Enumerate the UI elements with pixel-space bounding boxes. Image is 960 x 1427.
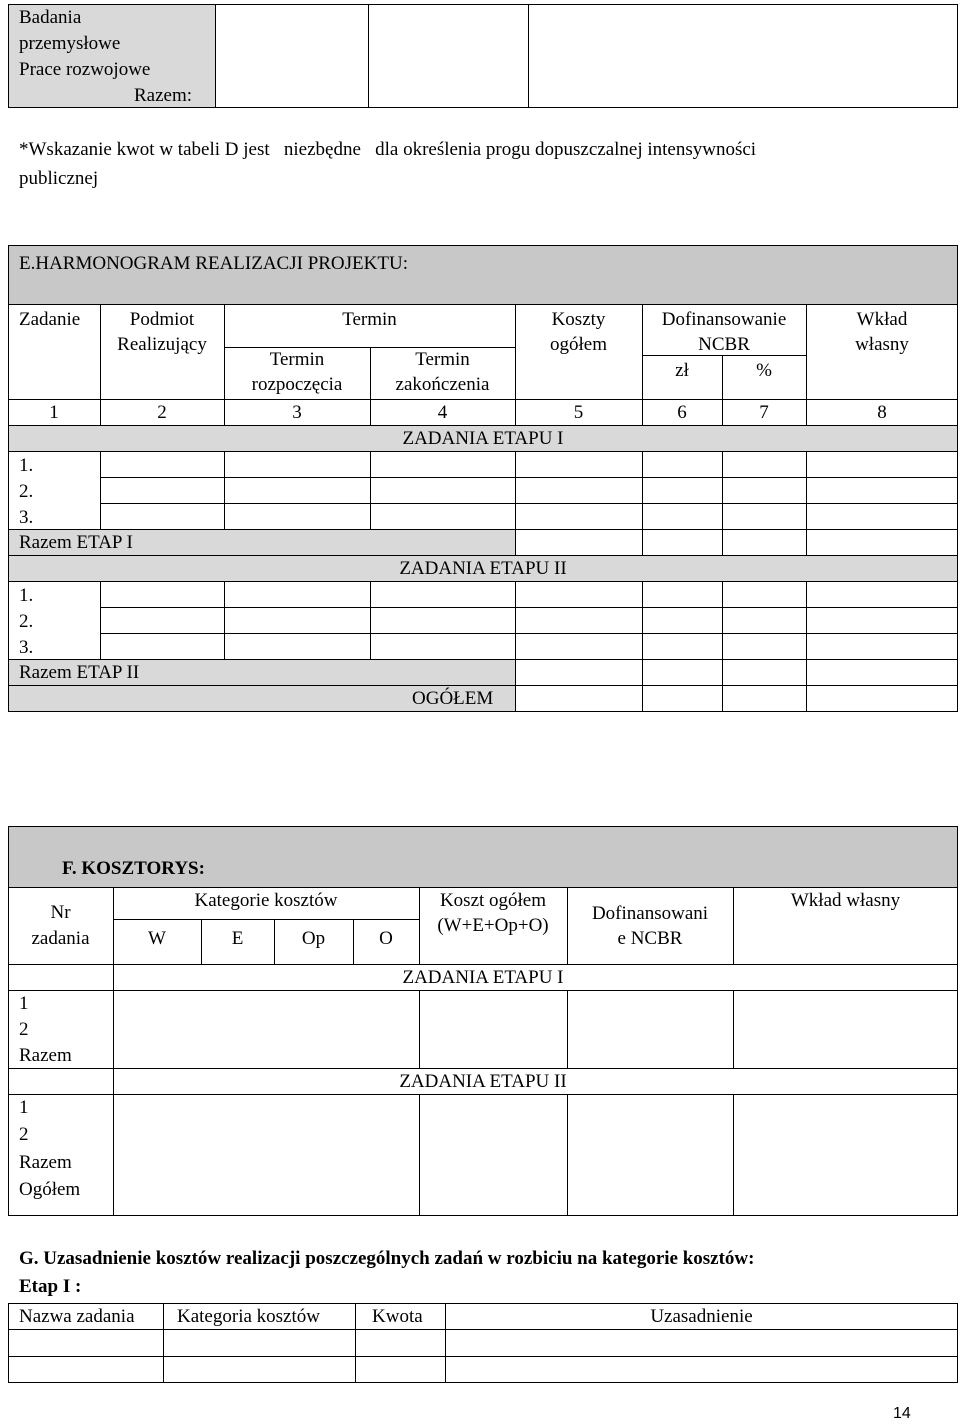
divider xyxy=(642,581,643,660)
divider xyxy=(100,503,958,504)
divider xyxy=(8,1329,958,1330)
divider xyxy=(100,633,958,634)
divider xyxy=(567,990,568,1068)
header-podmiot: Podmiot xyxy=(129,309,195,330)
stage-total: Razem ETAP I xyxy=(19,532,133,553)
grand-total: Ogółem xyxy=(19,1179,81,1200)
divider xyxy=(113,919,419,920)
task-number: 1. xyxy=(19,585,34,606)
task-number: 2 xyxy=(19,1019,29,1040)
header-dofinansowanie: e NCBR xyxy=(617,928,683,949)
divider xyxy=(515,581,516,660)
stage-total: Razem ETAP II xyxy=(19,662,140,683)
header-nr: zadania xyxy=(31,928,90,949)
divider xyxy=(722,451,723,530)
header-w: W xyxy=(148,928,166,949)
header-zadanie: Zadanie xyxy=(19,309,81,330)
stage-rows xyxy=(8,581,958,660)
divider xyxy=(224,347,515,348)
header-op: Op xyxy=(301,928,326,949)
column-number: 4 xyxy=(437,402,448,423)
column-number: 2 xyxy=(157,402,167,423)
divider xyxy=(224,581,225,660)
divider xyxy=(224,451,225,530)
divider xyxy=(8,1094,958,1095)
task-number: 2. xyxy=(19,481,34,502)
divider xyxy=(806,659,807,686)
stage-total: Razem xyxy=(19,1152,72,1173)
divider xyxy=(419,1094,420,1216)
header-koszt: Koszt ogółem xyxy=(439,890,547,911)
divider xyxy=(733,1094,734,1216)
divider xyxy=(567,887,568,965)
header-uzasadnienie: Uzasadnienie xyxy=(650,1306,753,1327)
divider xyxy=(722,581,723,660)
header-dofinansowanie: Dofinansowani xyxy=(591,903,709,924)
divider xyxy=(642,529,643,556)
divider xyxy=(806,685,807,712)
divider xyxy=(370,451,371,530)
column-number: 6 xyxy=(677,402,687,423)
stage-total-values xyxy=(515,659,958,686)
task-number: 2 xyxy=(19,1124,29,1145)
header-kategorie: Kategorie kosztów xyxy=(194,890,338,911)
header-dofinansowanie: Dofinansowanie xyxy=(661,309,787,330)
divider xyxy=(515,451,516,530)
divider xyxy=(722,685,723,712)
note-line: publicznej xyxy=(19,168,99,189)
stage-title: ZADANIA ETAPU II xyxy=(399,558,567,579)
header-kwota: Kwota xyxy=(372,1306,423,1327)
header-kategoria: Kategoria kosztów xyxy=(177,1306,320,1327)
divider xyxy=(806,581,807,660)
task-number: 1 xyxy=(19,993,29,1014)
divider xyxy=(642,685,643,712)
divider xyxy=(355,1303,356,1383)
header-podmiot: Realizujący xyxy=(117,334,207,355)
column-number: 8 xyxy=(877,402,887,423)
divider xyxy=(100,581,101,660)
divider xyxy=(100,477,958,478)
header-wklad: Wkład własny xyxy=(790,890,901,911)
divider xyxy=(8,1356,958,1357)
column-number: 3 xyxy=(292,402,302,423)
divider xyxy=(806,451,807,530)
stage-title: ZADANIA ETAPU I xyxy=(402,967,564,988)
header-nazwa-zadania: Nazwa zadania xyxy=(19,1306,135,1327)
page-number: 14 xyxy=(893,1405,911,1422)
header-dofinansowanie: NCBR xyxy=(698,334,750,355)
grand-total: OGÓŁEM xyxy=(412,688,494,709)
column-number: 7 xyxy=(759,402,769,423)
header-nr: Nr xyxy=(50,902,71,923)
divider xyxy=(8,1068,958,1069)
row-label: przemysłowe xyxy=(19,33,121,54)
divider xyxy=(642,659,643,686)
column-number: 5 xyxy=(573,402,584,423)
divider xyxy=(806,529,807,556)
stage-total: Razem xyxy=(19,1045,72,1066)
header-e: E xyxy=(231,928,244,949)
divider xyxy=(722,659,723,686)
divider xyxy=(100,607,958,608)
row-label: Razem: xyxy=(134,85,193,106)
header-termin-end: Termin xyxy=(415,349,470,370)
header-zl: zł xyxy=(675,360,689,381)
top-table-cell[interactable] xyxy=(368,4,529,108)
header-wklad: Wkład xyxy=(856,309,908,330)
header-o: O xyxy=(379,928,393,949)
divider xyxy=(722,529,723,556)
task-number: 2. xyxy=(19,611,34,632)
etap-label: Etap I : xyxy=(19,1276,82,1297)
divider xyxy=(642,451,643,530)
task-number: 1 xyxy=(19,1097,29,1118)
header-termin-start: rozpoczęcia xyxy=(251,374,343,395)
divider xyxy=(8,990,958,991)
divider xyxy=(370,581,371,660)
top-table-cell[interactable] xyxy=(215,4,369,108)
header-wklad: własny xyxy=(855,334,909,355)
divider xyxy=(163,1303,164,1383)
task-number: 3. xyxy=(19,507,34,528)
stage-title: ZADANIA ETAPU II xyxy=(399,1071,567,1092)
divider xyxy=(419,990,420,1068)
section-title: F. KOSZTORYS: xyxy=(62,858,205,879)
section-title: E.HARMONOGRAM REALIZACJI PROJEKTU: xyxy=(19,253,408,274)
task-number: 1. xyxy=(19,455,34,476)
task-number: 3. xyxy=(19,637,34,658)
header-pct: % xyxy=(756,360,772,381)
top-table-cell[interactable] xyxy=(528,4,958,108)
header-koszt: (W+E+Op+O) xyxy=(437,915,549,936)
divider xyxy=(100,451,101,530)
grand-total-values xyxy=(515,685,958,712)
divider xyxy=(733,990,734,1068)
row-label: Prace rozwojowe xyxy=(19,59,151,80)
stage-total-values xyxy=(515,529,958,556)
header-koszty: Koszty xyxy=(551,309,606,330)
divider xyxy=(567,1094,568,1216)
section-title: G. Uzasadnienie kosztów realizacji poszczególnych zadań w rozbiciu na kategorie kosztów: xyxy=(19,1248,755,1269)
note-line: *Wskazanie kwot w tabeli D jest niezbędne dla określenia progu dopuszczalnej intensywności xyxy=(19,139,757,160)
stage-rows xyxy=(8,451,958,530)
stage-title: ZADANIA ETAPU I xyxy=(402,428,564,449)
header-koszty: ogółem xyxy=(550,334,607,355)
column-number: 1 xyxy=(49,402,59,423)
header-termin: Termin xyxy=(342,309,397,330)
header-termin-end: zakończenia xyxy=(395,374,490,395)
row-label: Badania xyxy=(19,7,82,28)
header-termin-start: Termin xyxy=(269,349,325,370)
